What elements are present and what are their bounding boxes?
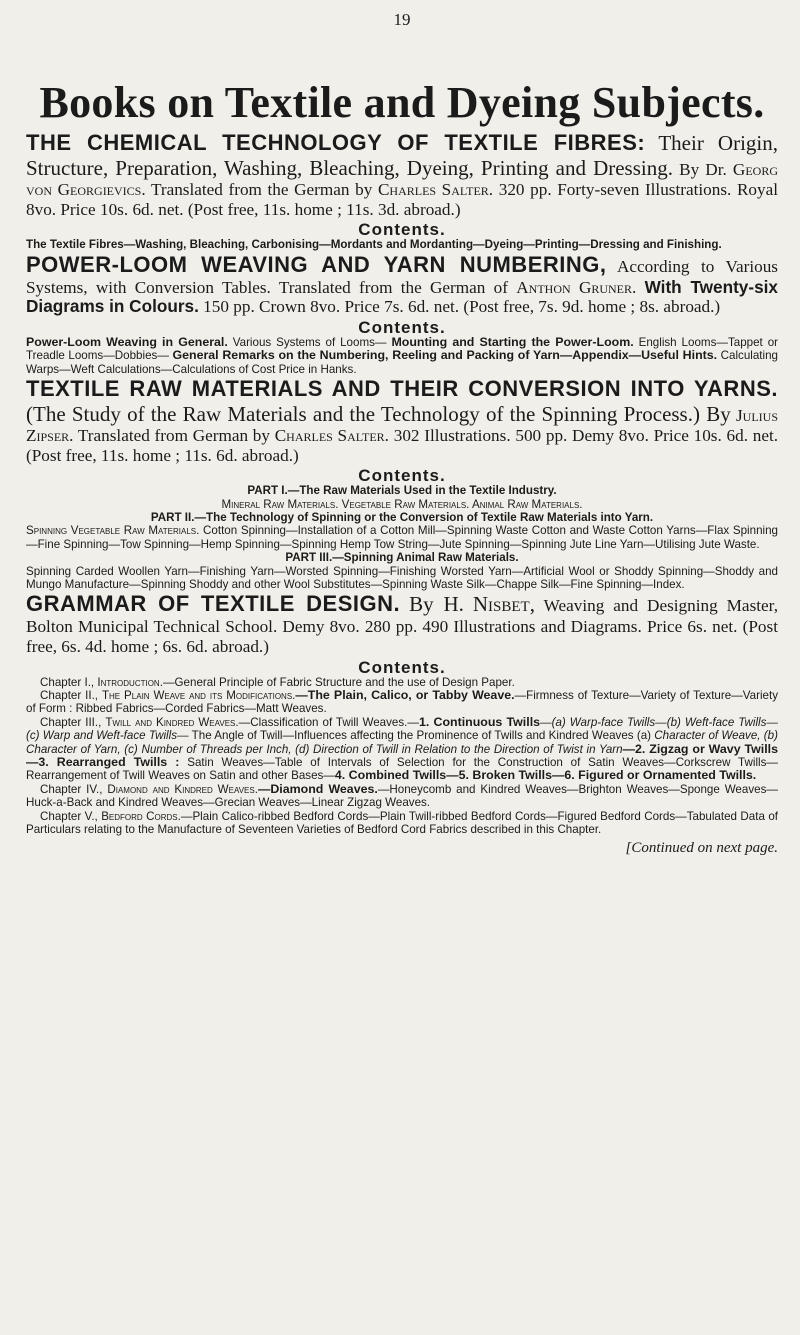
chapter-italic: —(a) Warp-face Twills—(b) Weft-face Twills—(c) Warp and Weft-face Twills— (26, 715, 778, 743)
chapter-text: —General Principle of Fabric Structure and the use of Design Paper. (162, 675, 515, 689)
contents-heading: Contents. (358, 220, 446, 240)
chapter-title: Bedford Cords. (101, 809, 181, 823)
part-heading: PART III.—Spinning Animal Raw Materials. (285, 551, 519, 565)
chapter-entry (26, 689, 778, 716)
author-prefix: By H. (409, 592, 464, 617)
book-author: Nisbet, (472, 592, 535, 617)
book-translator: Charles Salter. (274, 426, 389, 445)
book-entry-chemical-technology (26, 130, 778, 252)
part-heading: PART I.—The Raw Materials Used in the Textile Industry. (247, 484, 557, 498)
book-entry-grammar-of-textile-design (26, 591, 778, 836)
book-highlight: With Twenty-six Diagrams in Colours. (26, 276, 778, 317)
contents-item: Power-Loom Weaving in General. (26, 334, 228, 349)
chapter-bold: —The Plain, Calico, or Tabby Weave. (295, 688, 515, 703)
chapter-title: The Plain Weave and its Modifications. (101, 689, 296, 703)
chapter-bold: —Diamond Weaves. (257, 781, 378, 796)
book-title: THE CHEMICAL TECHNOLOGY OF TEXTILE FIBRES: (26, 130, 646, 155)
continued-note: [Continued on next page. (625, 839, 778, 856)
contents-text: The Textile Fibres—Washing, Bleaching, Carbonising—Mordants and Mordanting—Dyeing—Printing—Dressing and Finishing. (26, 238, 722, 252)
page-number: 19 (393, 10, 411, 29)
book-details: 320 pp. Forty-seven Illustrations. Royal 8vo. Price 10s. 6d. net. (Post free, 11s. home ; 11s. 3d. abroad.) (26, 180, 779, 219)
part-lead: Spinning Vegetable Raw Materials. (26, 524, 200, 538)
book-author: Georg von Georgievics. (26, 160, 779, 199)
chapter-bold: 4. Combined Twills—5. Broken Twills—6. Figured or Ornamented Twills. (334, 768, 757, 783)
chapter-bold: —2. Zigzag or Wavy Twills—3. Rearranged Twills : (26, 741, 778, 770)
chapter-label: Chapter II., (40, 689, 99, 703)
chapter-label: Chapter V., (40, 809, 98, 823)
book-title: POWER-LOOM WEAVING AND YARN NUMBERING, (26, 251, 607, 277)
chapter-title: Twill and Kindred Weaves. (105, 715, 239, 729)
contents-heading: Contents. (358, 317, 446, 337)
chapter-entry (26, 810, 778, 837)
chapter-text: The Angle of Twill—Influences affecting the Prominence of Twills and Kindred Weaves (a) (191, 729, 652, 743)
contents-item: Various Systems of Looms— (232, 335, 387, 349)
chapter-text: —Firmness of Texture—Variety of Texture—Variety of Form : Ribbed Fabrics—Corded Fabrics—Matt Weaves. (26, 689, 779, 716)
chapter-text: Satin Weaves—Table of Intervals of Selection for the Construction of Satin Weaves—Corkscrew Twills—Rearrangement of Twill Weaves on Satin and other Bases— (26, 756, 778, 783)
chapter-text: —Honeycomb and Kindred Weaves—Brighton Weaves—Sponge Weaves—Huck-a-Back and Kindred Weaves—Grecian Weaves—Linear Zigzag Weaves. (26, 782, 778, 810)
chapter-italic: Character of Weave, (b) Character of Yarn, (c) Number of Threads per Inch, (d) Direction of Twill in Relation to the Direction of Twist in Yarn (26, 729, 778, 756)
chapter-label: Chapter IV., (40, 782, 103, 796)
chapter-title: Introduction. (97, 675, 163, 689)
part-heading: PART II.—The Technology of Spinning or the Conversion of Textile Raw Materials into Yarn. (150, 511, 654, 524)
translation-note: Translated from the German by (150, 180, 373, 199)
book-subtitle: Their Origin, Structure, Preparation, Washing, Bleaching, Dyeing, Printing and Dressing. (26, 131, 778, 180)
book-author: Julius Zipser. (26, 406, 778, 445)
part-body: Cotton Spinning—Installation of a Cotton Mill—Spinning Waste Cotton and Waste Cotton Yarns—Flax Spinning—Fine Spinning—Tow Spinning—Hemp Spinning—Spinning Hemp Tow String—Jute Spinning—Spinning Jute Line Yarn—Utilising Jute Waste. (26, 524, 778, 551)
chapter-entry (26, 783, 778, 810)
book-subtitle: (The Study of the Raw Materials and the Technology of the Spinning Process.) By (26, 402, 731, 426)
book-subtitle: Weaving and Designing Master, Bolton Municipal Technical School. Demy 8vo. 280 pp. 490 Illustrations and Diagrams. Price 6s. net. (Post free, 6s. 4d. home ; 6s. 6d. abroad.) (26, 596, 778, 657)
contents-item: Calculating Warps—Weft Calculations—Calculations of Cost Price in Hanks. (26, 349, 778, 376)
book-title: TEXTILE RAW MATERIALS AND THEIR CONVERSION INTO YARNS. (26, 376, 778, 401)
author-prefix: By Dr. (679, 160, 727, 179)
book-translator: Charles Salter. (377, 180, 494, 199)
chapter-label: Chapter I., (40, 675, 95, 689)
part-text: Spinning Carded Woollen Yarn—Finishing Yarn—Worsted Spinning—Finishing Worsted Yarn—Artificial Wool or Shoddy Spinning—Shoddy and Mungo Manufacture—Spinning Shoddy and other Wool Substitutes—Spinning Waste Silk—Chappe Silk—Fine Spinning—Index. (26, 564, 778, 592)
book-details: 302 Illustrations. 500 pp. Demy 8vo. Price 10s. 6d. net. (Post free, 11s. home ; 11s. 6d. abroad.) (26, 426, 779, 465)
contents-text (26, 336, 778, 376)
chapter-entry (26, 676, 778, 689)
page-title: Books on Textile and Dyeing Subjects. (39, 78, 765, 127)
chapter-text: —Classification of Twill Weaves.— (238, 715, 419, 729)
book-author: Anthon Gruner. (516, 277, 637, 297)
book-title: GRAMMAR OF TEXTILE DESIGN. (26, 591, 401, 617)
book-entry-textile-raw-materials (26, 376, 778, 591)
book-subtitle: According to Various Systems, with Conversion Tables. Translated from the German of (26, 256, 778, 297)
chapter-title: Diamond and Kindred Weaves. (107, 782, 258, 796)
part-text: Mineral Raw Materials. Vegetable Raw Materials. Animal Raw Materials. (221, 497, 583, 511)
chapter-bold: 1. Continuous Twills (418, 714, 541, 729)
contents-item: English Looms—Tappet or Treadle Looms—Dobbies— (26, 335, 778, 363)
chapter-label: Chapter III., (40, 715, 102, 729)
chapter-entry (26, 716, 778, 783)
contents-heading: Contents. (358, 466, 446, 486)
chapter-text: —Plain Calico-ribbed Bedford Cords—Plain Twill-ribbed Bedford Cords—Figured Bedford Cords—Tabulated Data of Particulars relating to the Manufacture of Seventeen Varieties of Bedford Cord Fabrics described in this Chapter. (26, 809, 778, 837)
book-entry-power-loom-weaving (26, 252, 778, 376)
contents-heading: Contents. (358, 657, 446, 677)
book-details: 150 pp. Crown 8vo. Price 7s. 6d. net. (Post free, 7s. 9d. home ; 8s. abroad.) (203, 297, 721, 317)
translation-note: Translated from German by (77, 426, 270, 445)
part-text (26, 524, 778, 551)
contents-item: Mounting and Starting the Power-Loom. (391, 334, 634, 349)
contents-item: General Remarks on the Numbering, Reeling and Packing of Yarn—Appendix—Useful Hints. (172, 348, 718, 363)
